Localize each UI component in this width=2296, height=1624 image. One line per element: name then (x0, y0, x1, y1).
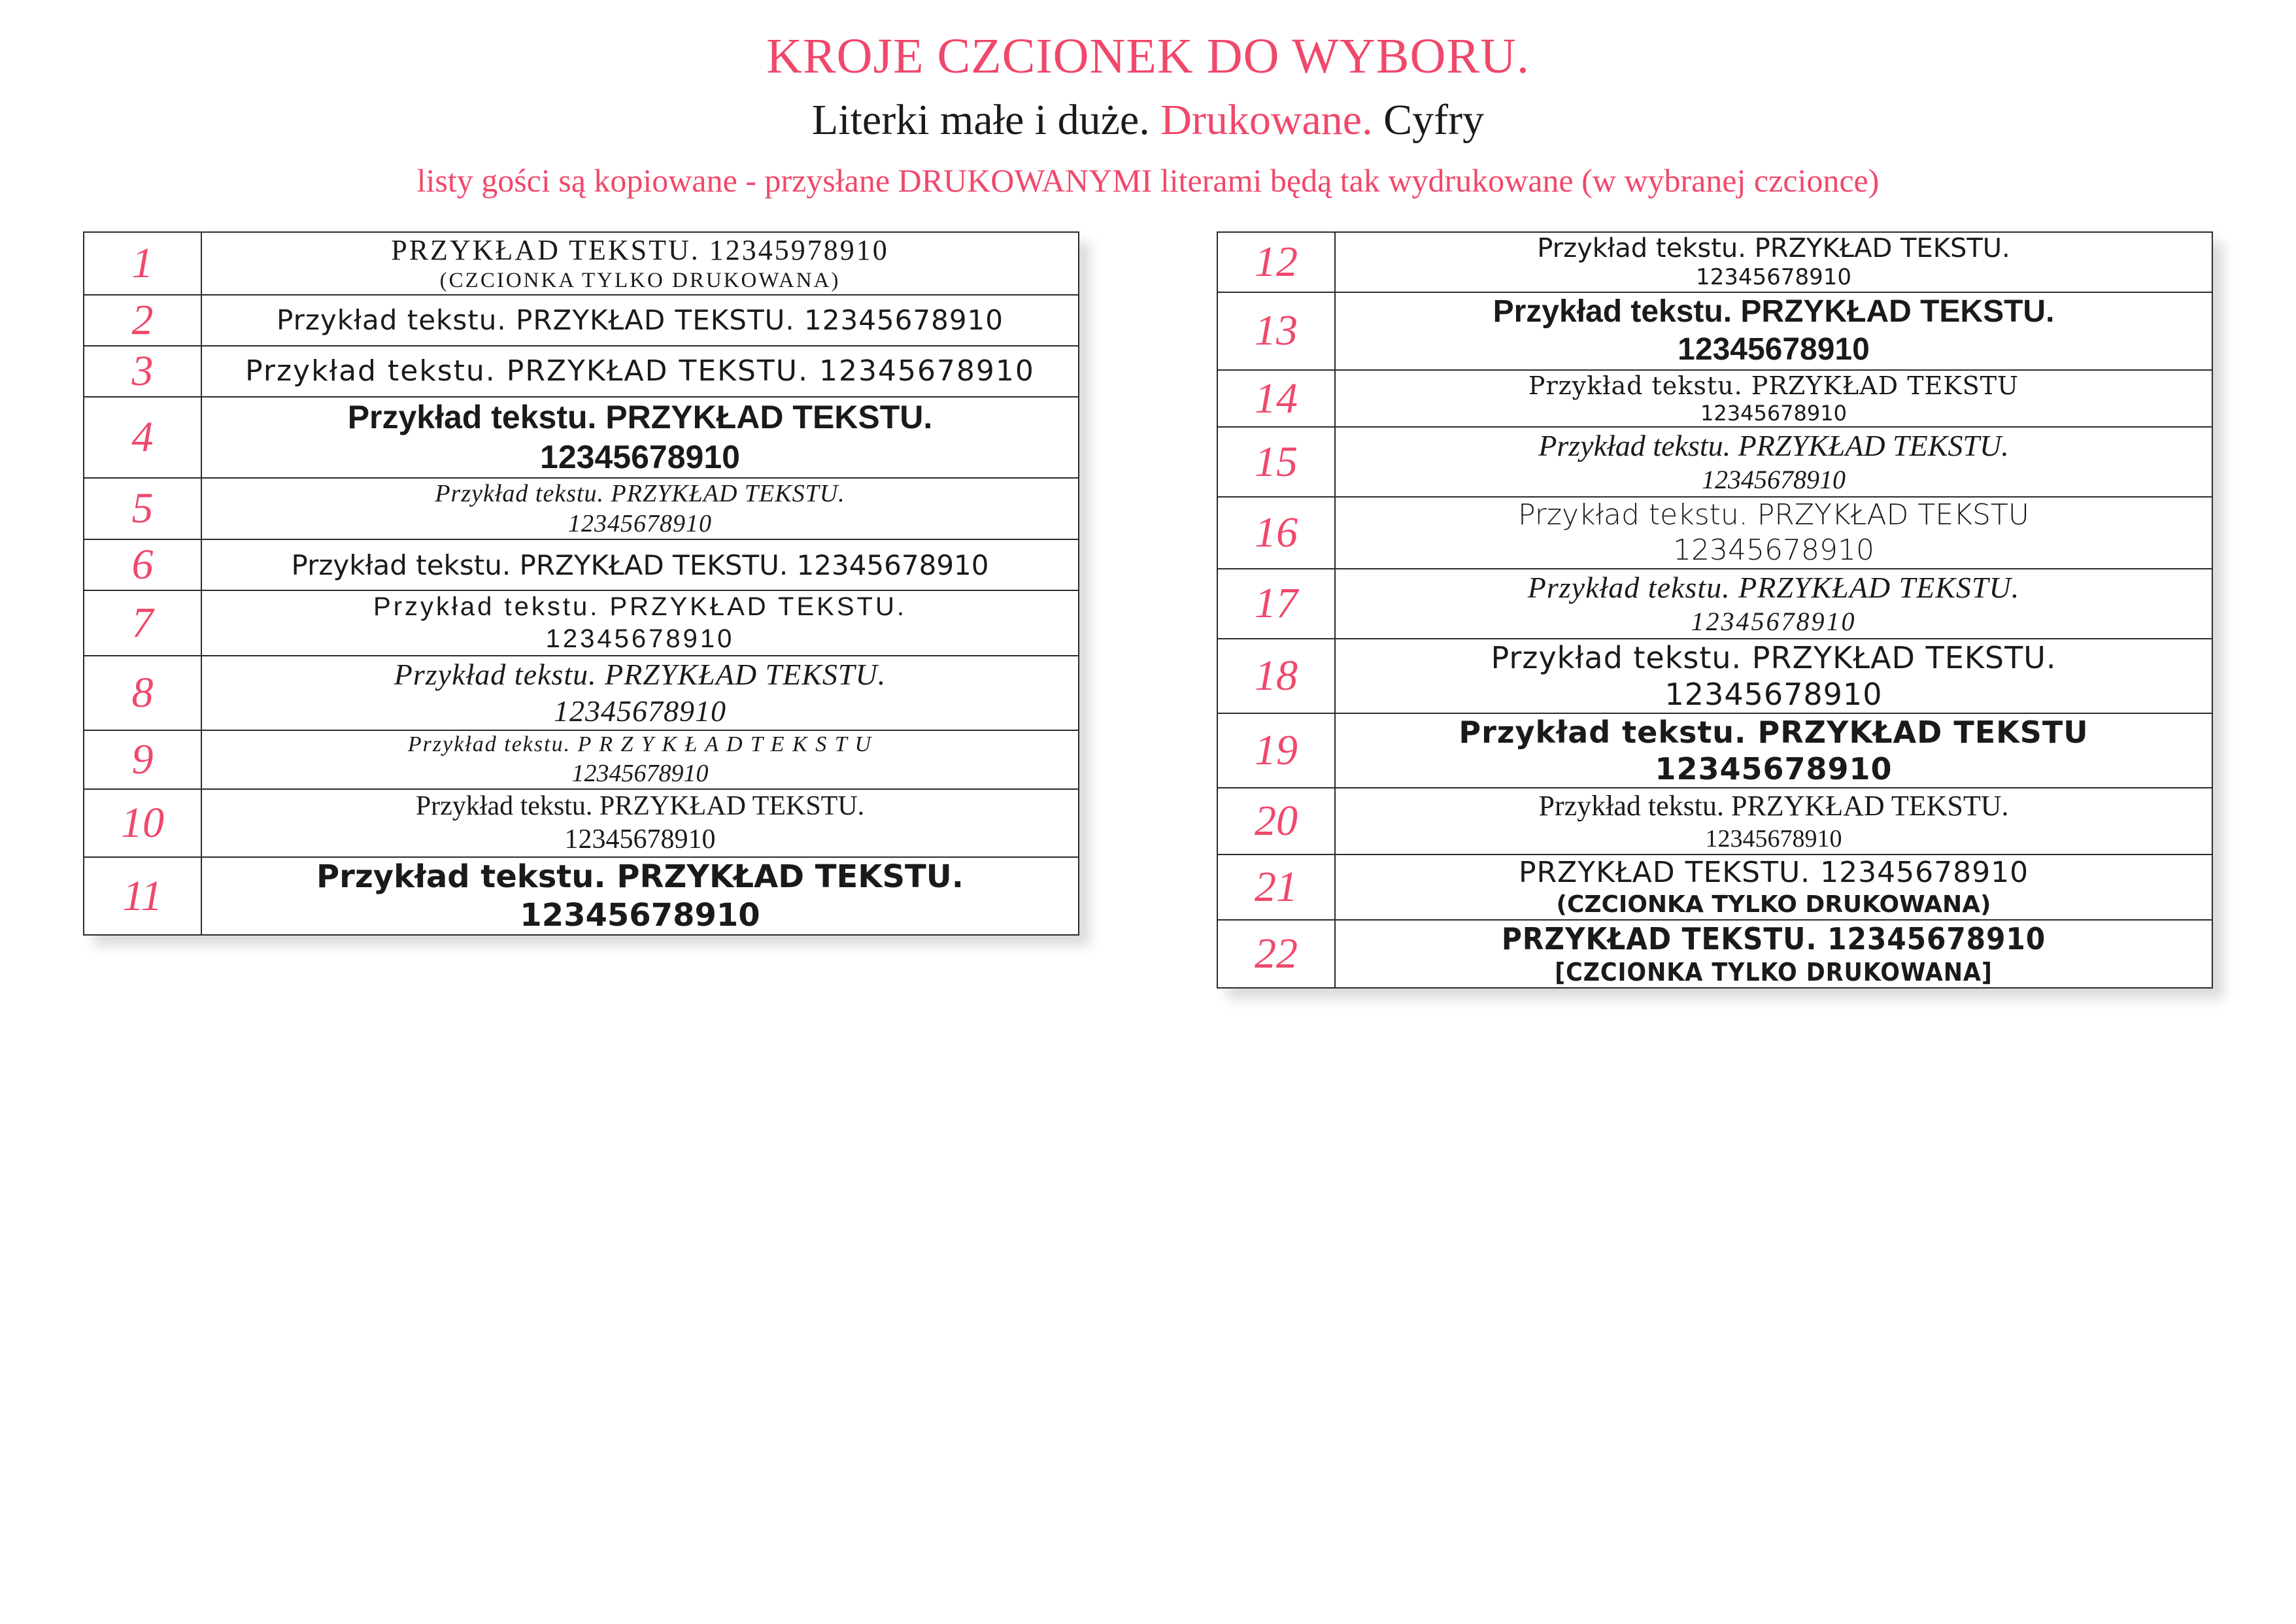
row-number: 12 (1217, 232, 1335, 292)
sample-line: PRZYKŁAD TEKSTU. 12345678910 (1518, 855, 2029, 889)
font-sample[interactable] (1335, 292, 2212, 370)
sample-line: 12345678910 (1702, 465, 1846, 495)
sample-line: 12345678910 (1655, 751, 1893, 787)
font-sample[interactable] (201, 590, 1079, 656)
font-table-left (83, 231, 1079, 936)
font-sample[interactable] (201, 730, 1079, 789)
font-sample[interactable] (201, 478, 1079, 540)
table-row[interactable] (1217, 292, 2212, 370)
sample-line: 12345678910 (568, 509, 712, 537)
table-row[interactable] (84, 478, 1079, 540)
sample-line: 12345678910 (1673, 533, 1874, 567)
subtitle-part-1: Literki małe i duże. (811, 96, 1150, 144)
sample-line: Przykład tekstu. PRZYKŁAD TEKSTU. (1527, 570, 2020, 604)
font-tables-container (0, 231, 2296, 989)
font-sample[interactable] (201, 397, 1079, 478)
font-sample[interactable] (201, 295, 1079, 346)
table-row[interactable] (1217, 427, 2212, 497)
sample-line: PRZYKŁAD TEKSTU. 12345978910 (391, 233, 889, 266)
table-row[interactable] (84, 857, 1079, 935)
row-number: 19 (1217, 713, 1335, 788)
row-number: 1 (84, 232, 201, 295)
table-row[interactable] (84, 232, 1079, 295)
row-number: 16 (1217, 497, 1335, 568)
sample-line: Przykład tekstu. PRZYKŁAD TEKSTU. 12345678910 (291, 549, 989, 581)
sample-line: Przykład tekstu. PRZYKŁAD TEKSTU. (347, 398, 933, 435)
sample-line: 12345678910 (1696, 264, 1851, 291)
page-title: KROJE CZCIONEK DO WYBORU. (766, 29, 1530, 84)
sample-line: Przykład tekstu. PRZYKŁAD TEKSTU. 12345678910 (245, 354, 1035, 388)
font-sample[interactable] (1335, 232, 2212, 292)
sample-line: 12345678910 (545, 624, 735, 654)
font-sample[interactable] (1335, 854, 2212, 920)
font-sample[interactable] (201, 232, 1079, 295)
sample-line: 12345678910 (554, 694, 726, 728)
sample-line: Przykład tekstu. PRZYKŁAD TEKSTU. (435, 479, 845, 507)
page-note: listy gości są kopiowane - przysłane DRUKOWANYMI literami będą tak wydrukowane (w wybranej czcionce) (416, 161, 1880, 199)
font-sample[interactable] (1335, 427, 2212, 497)
table-row[interactable] (1217, 639, 2212, 713)
sample-line: Przykład tekstu. PRZYKŁAD TEKSTU. (1537, 233, 2010, 263)
table-row[interactable] (1217, 569, 2212, 639)
sample-line: Przykład tekstu. PRZYKŁAD TEKSTU (1528, 371, 2019, 400)
sample-line: Przykład tekstu. P R Z Y K Ł A D T E K S T U (407, 732, 873, 757)
sample-line: Przykład tekstu. PRZYKŁAD TEKSTU. (1538, 789, 2009, 822)
row-number: 7 (84, 590, 201, 656)
table-row[interactable] (84, 590, 1079, 656)
row-number: 20 (1217, 788, 1335, 854)
font-sample[interactable] (1335, 569, 2212, 639)
row-number: 10 (84, 789, 201, 857)
sample-line: Przykład tekstu. PRZYKŁAD TEKSTU. (415, 790, 865, 821)
table-row[interactable] (84, 730, 1079, 789)
font-sample[interactable] (201, 656, 1079, 730)
font-sample[interactable] (1335, 713, 2212, 788)
table-row[interactable] (1217, 232, 2212, 292)
sample-line: Przykład tekstu. PRZYKŁAD TEKSTU (1518, 498, 2029, 532)
row-number: 4 (84, 397, 201, 478)
row-number: 17 (1217, 569, 1335, 639)
row-number: 14 (1217, 370, 1335, 427)
row-number: 6 (84, 539, 201, 590)
font-table-right (1217, 231, 2213, 989)
table-row[interactable] (1217, 370, 2212, 427)
row-number: 8 (84, 656, 201, 730)
page-header (0, 0, 2296, 200)
sample-line: 12345678910 (520, 896, 760, 934)
sample-line: Przykład tekstu. PRZYKŁAD TEKSTU. 12345678910 (276, 303, 1004, 336)
subtitle-highlight: Drukowane. (1160, 96, 1373, 144)
font-sample[interactable] (201, 857, 1079, 935)
sample-line: Przykład tekstu. PRZYKŁAD TEKSTU. (1491, 639, 2057, 675)
sample-line: 12345678910 (1664, 676, 1883, 712)
sample-line: [CZCIONKA TYLKO DRUKOWANA] (1555, 957, 1993, 987)
row-number: 22 (1217, 920, 1335, 988)
table-row[interactable] (84, 295, 1079, 346)
sample-line: 12345678910 (571, 759, 709, 787)
font-sample[interactable] (201, 539, 1079, 590)
sample-line: (CZCIONKA TYLKO DRUKOWANA) (1556, 890, 1991, 918)
table-row[interactable] (1217, 920, 2212, 988)
row-number: 18 (1217, 639, 1335, 713)
table-row[interactable] (84, 539, 1079, 590)
table-row[interactable] (84, 789, 1079, 857)
sample-line: Przykład tekstu. PRZYKŁAD TEKSTU. (394, 657, 886, 691)
table-row[interactable] (1217, 497, 2212, 568)
table-row[interactable] (1217, 788, 2212, 854)
left-table-wrapper (83, 231, 1079, 936)
sample-line: 12345678910 (564, 824, 716, 855)
font-sample[interactable] (201, 789, 1079, 857)
page-subtitle (0, 93, 2296, 148)
sample-line: 12345678910 (540, 438, 740, 475)
font-sample[interactable] (1335, 497, 2212, 568)
font-sample[interactable] (1335, 639, 2212, 713)
row-number: 13 (1217, 292, 1335, 370)
sample-line: 12345678910 (1700, 401, 1847, 426)
row-number: 11 (84, 857, 201, 935)
sample-line: 12345678910 (1691, 606, 1857, 636)
row-number: 5 (84, 478, 201, 540)
subtitle-part-2: Cyfry (1383, 96, 1485, 144)
row-number: 2 (84, 295, 201, 346)
row-number: 15 (1217, 427, 1335, 497)
row-number: 9 (84, 730, 201, 789)
sample-line: Przykład tekstu. PRZYKŁAD TEKSTU (1459, 714, 2089, 750)
sample-line: PRZYKŁAD TEKSTU. 12345678910 (1501, 921, 2046, 956)
sample-line: Przykład tekstu. PRZYKŁAD TEKSTU. (1538, 429, 2009, 463)
sample-line: Przykład tekstu. PRZYKŁAD TEKSTU. (373, 592, 907, 622)
table-row[interactable] (84, 346, 1079, 397)
font-sample[interactable] (1335, 788, 2212, 854)
font-sample[interactable] (1335, 370, 2212, 427)
font-sample[interactable] (1335, 920, 2212, 988)
sample-line: Przykład tekstu. PRZYKŁAD TEKSTU. (1493, 294, 2055, 329)
table-row[interactable] (1217, 854, 2212, 920)
table-row[interactable] (1217, 713, 2212, 788)
row-number: 21 (1217, 854, 1335, 920)
right-table-wrapper (1217, 231, 2213, 989)
sample-line: (CZCIONKA TYLKO DRUKOWANA) (439, 269, 841, 293)
table-row[interactable] (84, 656, 1079, 730)
sample-line: 12345678910 (1678, 332, 1870, 367)
row-number: 3 (84, 346, 201, 397)
font-sample[interactable] (201, 346, 1079, 397)
sample-line: 12345678910 (1705, 824, 1842, 853)
table-row[interactable] (84, 397, 1079, 478)
sample-line: Przykład tekstu. PRZYKŁAD TEKSTU. (316, 858, 964, 896)
